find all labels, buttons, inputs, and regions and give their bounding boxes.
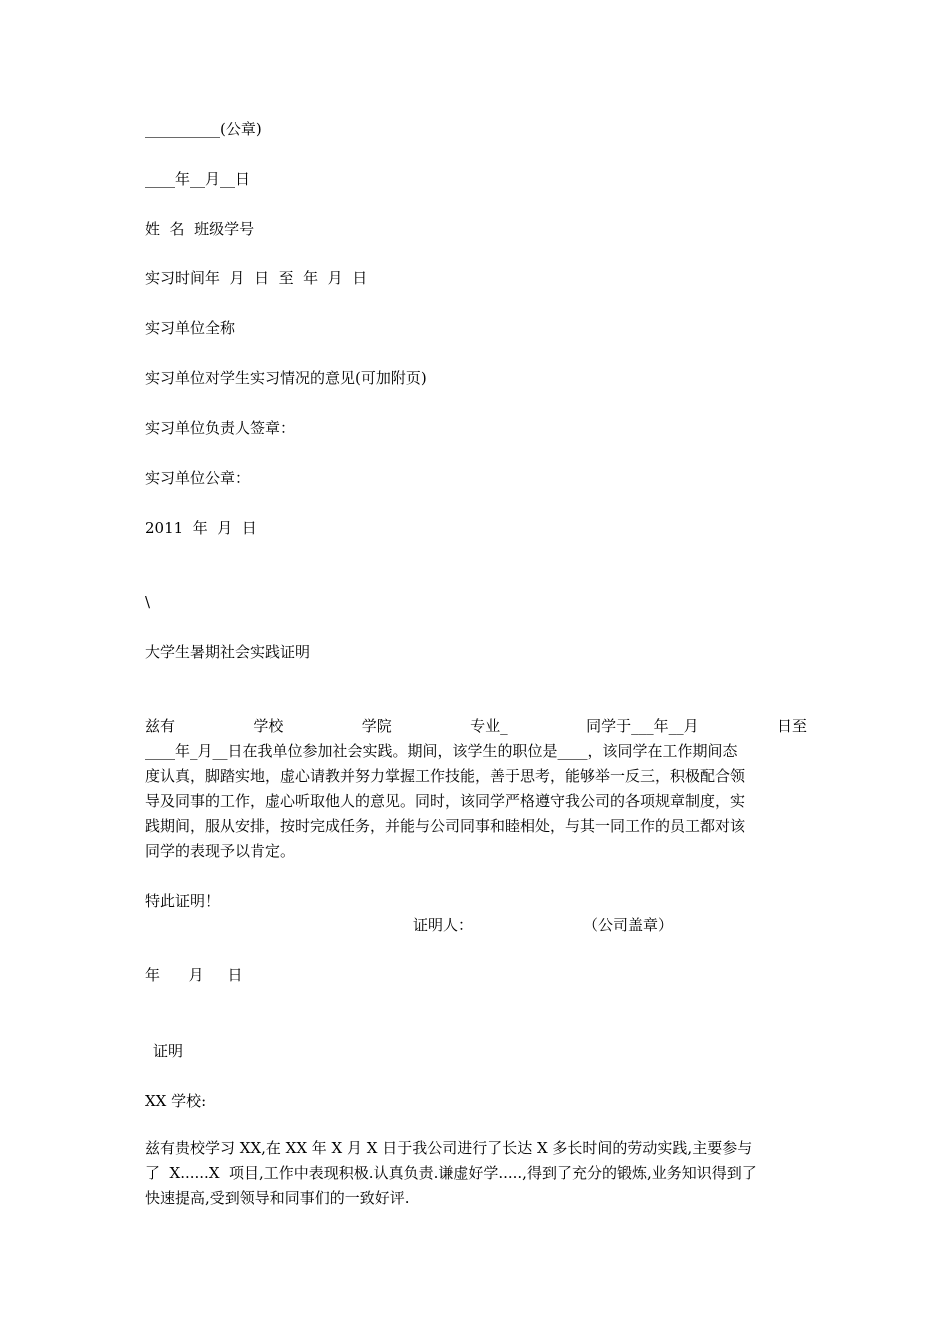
proof1-title: 大学生暑期社会实践证明 (145, 643, 311, 661)
separator-mark: \ (145, 593, 151, 611)
proof2-salutation: XX 学校: (145, 1092, 207, 1110)
proof1-body-line: ____年_月__日在我单位参加社会实践。期间，该学生的职位是____，该同学在工作期间态 (145, 742, 738, 760)
proof1-first-row-cell: 学院 (361, 717, 392, 735)
proof1-first-row-cell: 专业_ (470, 717, 508, 735)
proof2-body-line: 快速提高,受到领导和同事们的一致好评. (145, 1189, 410, 1207)
leader-sign-line: 实习单位负责人签章： (145, 419, 296, 437)
seal-line: __________(公章) (145, 120, 262, 138)
intern-time-line: 实习时间年 月 日 至 年 月 日 (145, 269, 368, 287)
proof2-body (145, 1136, 807, 1211)
unit-opinion-line: 实习单位对学生实习情况的意见(可加附页) (145, 369, 427, 387)
proof1-body-line: 践期间，服从安排，按时完成任务，并能与公司同事和睦相处，与其一同工作的员工都对该 (145, 817, 746, 835)
proof1-first-row (145, 714, 807, 739)
proof1-closing: 特此证明！ (145, 892, 221, 910)
proof2-title: 证明 (153, 1042, 184, 1060)
year-date-line: 2011 年 月 日 (145, 519, 257, 537)
proof1-company-seal: （公司盖章） (583, 916, 674, 934)
name-class-line: 姓 名 班级学号 (145, 220, 255, 238)
proof1-body (145, 714, 807, 864)
unit-seal-line: 实习单位公章： (145, 469, 251, 487)
proof1-certifier: 证明人： (413, 916, 474, 934)
proof2-body-line: 兹有贵校学习 XX,在 XX 年 X 月 X 日于我公司进行了长达 X 多长时间的劳动实践,主要参与 (145, 1139, 753, 1157)
proof1-first-row-cell: 学校 (253, 717, 284, 735)
proof2-body-line: 了 X......X 项目,工作中表现积极.认真负责.谦虚好学.....,得到了充分的锻炼,业务知识得到了 (145, 1164, 757, 1182)
proof1-body-line: 导及同事的工作，虚心听取他人的意见。同时，该同学严格遵守我公司的各项规章制度，实 (145, 792, 746, 810)
proof1-first-row-cell: 兹有 (145, 717, 176, 735)
date-line: ____年__月__日 (145, 170, 251, 188)
proof1-first-row-cell: 同学于___年__月 (586, 717, 699, 735)
unit-name-line: 实习单位全称 (145, 319, 236, 337)
proof1-date: 年 月 日 (145, 966, 243, 984)
proof1-body-line: 同学的表现予以肯定。 (145, 842, 296, 860)
proof1-first-row-cell: 日至 (776, 717, 807, 735)
proof1-body-line: 度认真，脚踏实地，虚心请教并努力掌握工作技能，善于思考，能够举一反三，积极配合领 (145, 767, 746, 785)
